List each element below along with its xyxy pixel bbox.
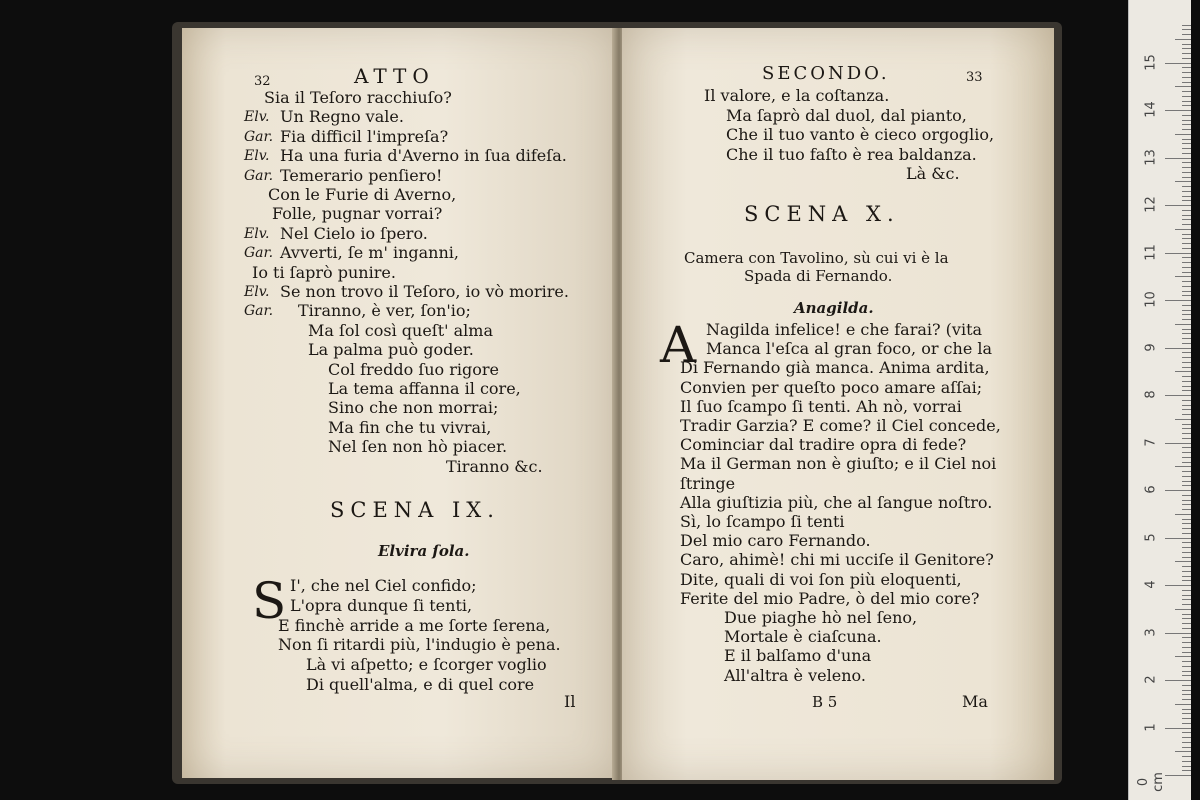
ruler-tick bbox=[1165, 680, 1191, 681]
ruler-number: 1 bbox=[1143, 722, 1159, 732]
ruler-tick bbox=[1182, 599, 1191, 600]
ruler-tick bbox=[1182, 272, 1191, 273]
ruler-tick bbox=[1182, 424, 1191, 425]
ruler-tick bbox=[1182, 200, 1191, 201]
ruler-tick bbox=[1182, 718, 1191, 719]
ruler-tick bbox=[1165, 395, 1191, 396]
ruler-tick bbox=[1182, 72, 1191, 73]
left-page bbox=[182, 28, 617, 778]
drop-cap-right: A bbox=[660, 316, 697, 374]
ruler-tick bbox=[1182, 58, 1191, 59]
ruler-tick bbox=[1175, 704, 1191, 705]
ruler-tick bbox=[1182, 362, 1191, 363]
ruler-tick bbox=[1182, 139, 1191, 140]
ruler-tick bbox=[1182, 447, 1191, 448]
ruler-number: 3 bbox=[1143, 627, 1159, 637]
verse-line: Con le Furie di Averno, bbox=[268, 185, 457, 204]
ruler-tick bbox=[1182, 352, 1191, 353]
ruler-tick bbox=[1182, 628, 1191, 629]
ruler-tick bbox=[1182, 357, 1191, 358]
ruler-number: 15 bbox=[1143, 53, 1159, 71]
verse-line: Che il tuo vanto è cieco orgoglio, bbox=[726, 125, 995, 144]
ruler-tick bbox=[1182, 428, 1191, 429]
ruler-tick bbox=[1182, 376, 1191, 377]
ruler-tick bbox=[1182, 177, 1191, 178]
ruler-tick bbox=[1175, 181, 1191, 182]
ruler-tick bbox=[1182, 452, 1191, 453]
ruler-tick bbox=[1182, 238, 1191, 239]
ruler-tick bbox=[1182, 319, 1191, 320]
ruler-tick bbox=[1182, 661, 1191, 662]
ruler-tick bbox=[1182, 699, 1191, 700]
ruler-tick bbox=[1182, 409, 1191, 410]
ruler-tick bbox=[1182, 462, 1191, 463]
measuring-ruler bbox=[1128, 0, 1191, 800]
ruler-tick bbox=[1182, 519, 1191, 520]
ruler-tick bbox=[1182, 25, 1191, 26]
ruler-tick bbox=[1182, 390, 1191, 391]
ruler-tick bbox=[1182, 333, 1191, 334]
ruler-tick bbox=[1182, 248, 1191, 249]
verse-line: Temerario penſiero! bbox=[280, 165, 443, 185]
verse-line: Sino che non morrai; bbox=[328, 398, 499, 418]
ruler-tick bbox=[1182, 694, 1191, 695]
ruler-tick bbox=[1182, 405, 1191, 406]
ruler-tick bbox=[1182, 571, 1191, 572]
ruler-tick bbox=[1182, 770, 1191, 771]
ruler-number: 2 bbox=[1143, 675, 1159, 684]
ruler-tick bbox=[1182, 295, 1191, 296]
ruler-tick bbox=[1182, 343, 1191, 344]
scene-subtitle-right: Anagilda. bbox=[794, 299, 874, 317]
ruler-tick bbox=[1182, 329, 1191, 330]
ruler-tick bbox=[1182, 243, 1191, 244]
ruler-tick bbox=[1175, 561, 1191, 562]
ruler-tick bbox=[1175, 419, 1191, 420]
page-number-right: 33 bbox=[966, 70, 983, 85]
ruler-number: 14 bbox=[1143, 101, 1159, 118]
ruler-tick bbox=[1165, 205, 1191, 206]
ruler-number: 9 bbox=[1143, 342, 1159, 352]
verse-line: Di quell'alma, e di quel core bbox=[306, 675, 535, 694]
ruler-tick bbox=[1165, 633, 1191, 634]
verse-line: L'opra dunque ſi tenti, bbox=[290, 595, 473, 615]
ruler-tick bbox=[1182, 310, 1191, 311]
ruler-tick bbox=[1182, 191, 1191, 192]
ruler-tick bbox=[1182, 742, 1191, 743]
ruler-tick bbox=[1165, 348, 1191, 349]
ruler-tick bbox=[1182, 96, 1191, 97]
ruler-tick bbox=[1182, 747, 1191, 748]
ruler-number: 8 bbox=[1143, 390, 1159, 399]
ruler-tick bbox=[1182, 400, 1191, 401]
ruler-tick bbox=[1182, 219, 1191, 220]
ruler-tick bbox=[1182, 438, 1191, 439]
verse-line: Tradir Garzia? E come? il Ciel concede, bbox=[680, 416, 1001, 435]
ruler-tick bbox=[1182, 234, 1191, 235]
ruler-tick bbox=[1182, 590, 1191, 591]
ruler-tick bbox=[1175, 276, 1191, 277]
ruler-tick bbox=[1182, 115, 1191, 116]
verse-line: Non ſi ritardi più, l'indugio è pena. bbox=[278, 635, 561, 655]
ruler-tick bbox=[1182, 196, 1191, 197]
ruler-tick bbox=[1182, 305, 1191, 306]
catchword-right: Ma bbox=[962, 692, 988, 711]
ruler-tick bbox=[1182, 533, 1191, 534]
ruler-tick bbox=[1182, 580, 1191, 581]
ruler-tick bbox=[1182, 257, 1191, 258]
verse-line: Caro, ahimè! chi mi ucciſe il Genitore? bbox=[680, 550, 994, 570]
verse-line: Io ti ſaprò punire. bbox=[252, 262, 396, 282]
verse-line: Nagilda infelice! e che farai? (vita bbox=[706, 320, 983, 339]
ruler-tick bbox=[1182, 143, 1191, 144]
verse-line: Ma il German non è giuſto; e il Ciel noi bbox=[680, 454, 997, 474]
ruler-tick bbox=[1182, 124, 1191, 125]
ruler-tick bbox=[1182, 457, 1191, 458]
ruler-tick bbox=[1175, 134, 1191, 135]
verse-line: La tema affanna il core, bbox=[328, 379, 521, 398]
verse-line: Di Fernando già manca. Anima ardita, bbox=[680, 358, 990, 378]
ruler-tick bbox=[1165, 443, 1191, 444]
ruler-tick bbox=[1182, 281, 1191, 282]
ruler-tick bbox=[1182, 552, 1191, 553]
ruler-tick bbox=[1182, 414, 1191, 415]
ruler-tick bbox=[1182, 675, 1191, 676]
verse-line: Là &c. bbox=[906, 164, 960, 183]
ruler-tick bbox=[1182, 476, 1191, 477]
ruler-tick bbox=[1182, 101, 1191, 102]
ruler-tick bbox=[1182, 153, 1191, 154]
verse-line: Manca l'eſca al gran foco, or che la bbox=[706, 339, 993, 359]
verse-line: Mortale è ciaſcuna. bbox=[724, 627, 882, 647]
verse-line: I', che nel Ciel confido; bbox=[290, 576, 477, 595]
ruler-tick bbox=[1182, 737, 1191, 738]
ruler-tick bbox=[1165, 538, 1191, 539]
ruler-tick bbox=[1182, 566, 1191, 567]
ruler-number: 13 bbox=[1143, 148, 1159, 166]
ruler-tick bbox=[1182, 286, 1191, 287]
ruler-tick bbox=[1182, 105, 1191, 106]
ruler-tick bbox=[1182, 576, 1191, 577]
ruler-tick bbox=[1175, 656, 1191, 657]
ruler-tick bbox=[1182, 666, 1191, 667]
ruler-tick bbox=[1182, 481, 1191, 482]
verse-line: Il valore, e la coſtanza. bbox=[704, 86, 890, 105]
ruler-tick bbox=[1165, 300, 1191, 301]
ruler-tick bbox=[1182, 314, 1191, 315]
ruler-tick bbox=[1175, 324, 1191, 325]
ruler-tick bbox=[1182, 129, 1191, 130]
ruler-tick bbox=[1175, 86, 1191, 87]
ruler-tick bbox=[1182, 756, 1191, 757]
verse-line: Ha una furia d'Averno in ſua difeſa. bbox=[280, 146, 567, 166]
ruler-tick bbox=[1182, 690, 1191, 691]
speaker-label: Gar. bbox=[244, 128, 274, 145]
ruler-tick bbox=[1165, 158, 1191, 159]
verse-line: Sì, lo ſcampo ſi tenti bbox=[680, 512, 845, 531]
catchword-left: Il bbox=[564, 692, 576, 711]
ruler-tick bbox=[1182, 542, 1191, 543]
verse-line: E finchè arride a me ſorte ſerena, bbox=[278, 615, 551, 635]
ruler-tick bbox=[1182, 528, 1191, 529]
ruler-tick bbox=[1182, 91, 1191, 92]
ruler-tick bbox=[1175, 39, 1191, 40]
speaker-label: Gar. bbox=[244, 167, 274, 184]
scene-setting-line-1: Camera con Tavolino, sù cui vi è la bbox=[684, 249, 949, 267]
ruler-tick bbox=[1182, 618, 1191, 619]
verse-line: Il ſuo ſcampo ſi tenti. Ah nò, vorrai bbox=[680, 396, 962, 416]
ruler-tick bbox=[1175, 514, 1191, 515]
page-number-left: 32 bbox=[254, 74, 271, 89]
ruler-number: 4 bbox=[1143, 580, 1159, 589]
ruler-tick bbox=[1175, 609, 1191, 610]
ruler-tick bbox=[1182, 210, 1191, 211]
ruler-tick bbox=[1182, 595, 1191, 596]
ruler-tick bbox=[1182, 766, 1191, 767]
ruler-tick bbox=[1182, 709, 1191, 710]
ruler-number: 12 bbox=[1143, 196, 1159, 213]
ruler-tick bbox=[1175, 371, 1191, 372]
ruler-tick bbox=[1182, 67, 1191, 68]
ruler-number: 10 bbox=[1143, 291, 1159, 308]
speaker-label: Gar. bbox=[244, 303, 274, 320]
verse-line: Convien per queſto poco amare aſſai; bbox=[680, 377, 983, 397]
ruler-tick bbox=[1182, 547, 1191, 548]
running-head-left: ATTO bbox=[354, 64, 435, 88]
verse-line: Che il tuo faſto è rea baldanza. bbox=[726, 144, 977, 164]
speaker-label: Elv. bbox=[244, 109, 270, 126]
ruler-tick bbox=[1182, 29, 1191, 30]
ruler-tick bbox=[1182, 215, 1191, 216]
ruler-tick bbox=[1175, 466, 1191, 467]
right-page bbox=[622, 28, 1054, 780]
ruler-tick bbox=[1182, 367, 1191, 368]
ruler-tick bbox=[1182, 148, 1191, 149]
verse-line: La palma può goder. bbox=[308, 340, 474, 360]
ruler-tick bbox=[1182, 48, 1191, 49]
verse-line: Del mio caro Fernando. bbox=[680, 531, 871, 551]
ruler-tick bbox=[1182, 557, 1191, 558]
verse-line: Ma ſaprò dal duol, dal pianto, bbox=[726, 105, 967, 125]
running-head-right: SECONDO. bbox=[762, 63, 890, 84]
ruler-number: 6 bbox=[1143, 485, 1159, 494]
ruler-tick bbox=[1182, 291, 1191, 292]
ruler-tick bbox=[1165, 775, 1191, 776]
ruler-tick bbox=[1182, 761, 1191, 762]
verse-line: Sia il Teſoro racchiuſo? bbox=[264, 88, 452, 107]
speaker-label: Elv. bbox=[244, 284, 270, 300]
ruler-tick bbox=[1182, 647, 1191, 648]
ruler-tick bbox=[1165, 253, 1191, 254]
ruler-tick bbox=[1182, 186, 1191, 187]
ruler-tick bbox=[1182, 34, 1191, 35]
ruler-number: 7 bbox=[1143, 437, 1159, 447]
verse-line: All'altra è veleno. bbox=[724, 665, 866, 685]
ruler-tick bbox=[1182, 623, 1191, 624]
ruler-tick bbox=[1182, 386, 1191, 387]
ruler-tick bbox=[1182, 162, 1191, 163]
ruler-tick bbox=[1182, 262, 1191, 263]
ruler-tick bbox=[1175, 751, 1191, 752]
ruler-tick bbox=[1182, 495, 1191, 496]
ruler-tick bbox=[1182, 381, 1191, 382]
verse-line: Dite, quali di voi ſon più eloquenti, bbox=[680, 569, 962, 589]
scene-subtitle-left: Elvira ſola. bbox=[378, 542, 470, 560]
verse-line: Col freddo ſuo rigore bbox=[328, 359, 500, 379]
verse-line: Nel Cielo io ſpero. bbox=[280, 223, 428, 243]
scene-title-left: SCENA IX. bbox=[330, 498, 500, 522]
ruler-tick bbox=[1182, 471, 1191, 472]
speaker-label: Gar. bbox=[244, 245, 274, 262]
verse-line: Là vi aſpetto; e ſcorger voglio bbox=[306, 655, 547, 675]
verse-line: Avverti, ſe m' inganni, bbox=[280, 243, 459, 263]
ruler-tick bbox=[1165, 63, 1191, 64]
ruler-tick bbox=[1182, 637, 1191, 638]
verse-line: Nel ſen non hò piacer. bbox=[328, 437, 508, 457]
ruler-tick bbox=[1182, 224, 1191, 225]
ruler-tick bbox=[1182, 53, 1191, 54]
ruler-tick bbox=[1182, 120, 1191, 121]
verse-line: Un Regno vale. bbox=[280, 107, 404, 127]
ruler-number: 0 cm bbox=[1136, 772, 1166, 792]
ruler-tick bbox=[1165, 490, 1191, 491]
ruler-tick bbox=[1182, 172, 1191, 173]
verse-line: Alla giuſtizia più, che al ſangue noſtro. bbox=[680, 492, 993, 512]
ruler-tick bbox=[1182, 604, 1191, 605]
ruler-tick bbox=[1182, 500, 1191, 501]
scene-setting-line-2: Spada di Fernando. bbox=[744, 267, 893, 285]
verse-line: Fia difficil l'impreſa? bbox=[280, 126, 449, 146]
speaker-label: Elv. bbox=[244, 225, 270, 242]
verse-line: Tiranno &c. bbox=[446, 456, 543, 476]
ruler-tick bbox=[1165, 728, 1191, 729]
ruler-tick bbox=[1182, 523, 1191, 524]
verse-line: Cominciar dal tradire opra di fede? bbox=[680, 435, 967, 455]
ruler-tick bbox=[1182, 433, 1191, 434]
verse-line: Ferite del mio Padre, ò del mio core? bbox=[680, 588, 980, 608]
ruler-tick bbox=[1182, 77, 1191, 78]
ruler-tick bbox=[1182, 338, 1191, 339]
ruler-tick bbox=[1182, 732, 1191, 733]
verse-line: Due piaghe hò nel ſeno, bbox=[724, 608, 918, 627]
ruler-tick bbox=[1182, 671, 1191, 672]
verse-line: ſtringe bbox=[680, 473, 736, 493]
ruler-tick bbox=[1182, 652, 1191, 653]
verse-line: Tiranno, è ver, ſon'io; bbox=[298, 301, 471, 321]
ruler-tick bbox=[1182, 713, 1191, 714]
ruler-tick bbox=[1182, 509, 1191, 510]
verse-line: Ma ſol così queſt' alma bbox=[308, 320, 493, 340]
speaker-label: Elv. bbox=[244, 148, 270, 165]
ruler-tick bbox=[1182, 167, 1191, 168]
verse-line: E il balſamo d'una bbox=[724, 646, 872, 666]
drop-cap-left: S bbox=[252, 572, 287, 630]
ruler-tick bbox=[1182, 723, 1191, 724]
ruler-tick bbox=[1182, 44, 1191, 45]
ruler-tick bbox=[1182, 82, 1191, 83]
ruler-tick bbox=[1182, 685, 1191, 686]
verse-line: Ma fin che tu vivrai, bbox=[328, 417, 492, 437]
ruler-tick bbox=[1182, 267, 1191, 268]
scene-title-right: SCENA X. bbox=[744, 202, 900, 226]
ruler-tick bbox=[1182, 642, 1191, 643]
ruler-tick bbox=[1182, 504, 1191, 505]
verse-line: Se non trovo il Teſoro, io vò morire. bbox=[280, 282, 569, 301]
ruler-number: 11 bbox=[1143, 243, 1159, 261]
ruler-tick bbox=[1182, 614, 1191, 615]
signature-mark: B 5 bbox=[812, 693, 838, 711]
verse-line: Folle, pugnar vorrai? bbox=[272, 204, 443, 224]
ruler-tick bbox=[1182, 485, 1191, 486]
ruler-number: 5 bbox=[1143, 532, 1159, 542]
ruler-tick bbox=[1165, 585, 1191, 586]
ruler-tick bbox=[1165, 110, 1191, 111]
ruler-tick bbox=[1175, 229, 1191, 230]
